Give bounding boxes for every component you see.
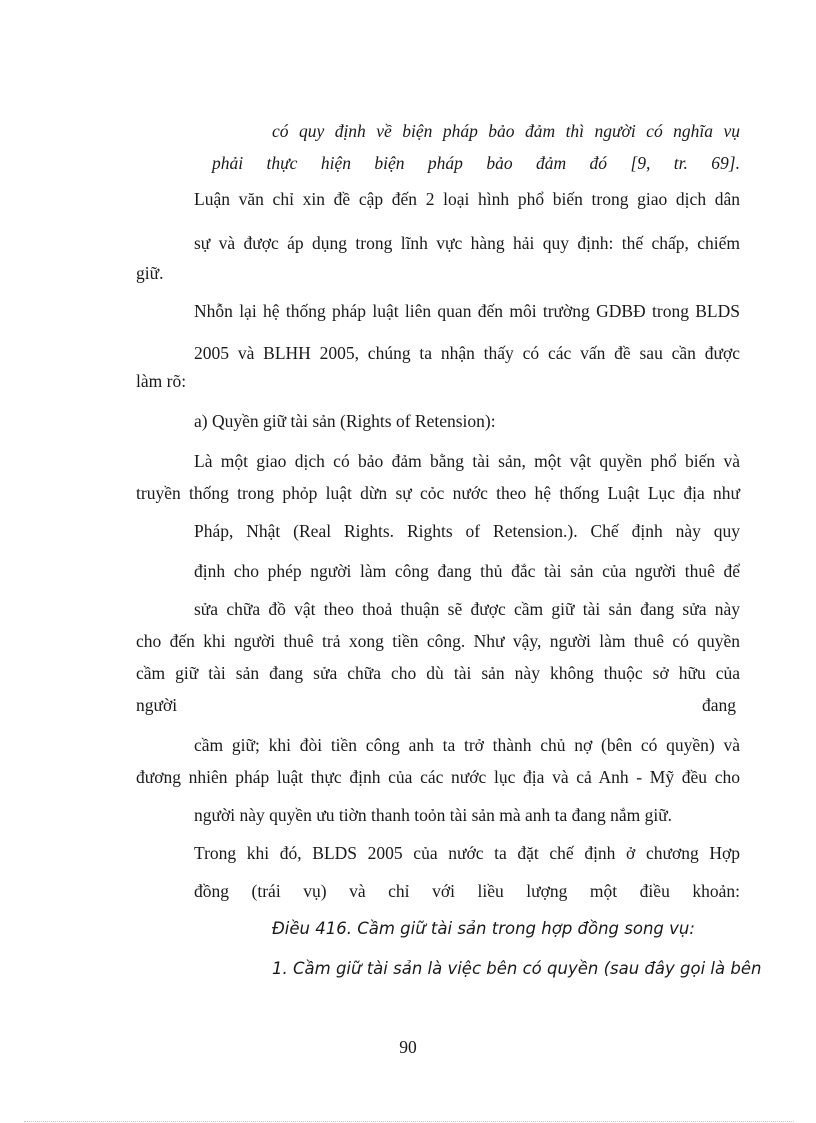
paragraph-line: 2005 và BLHH 2005, chúng ta nhận thấy có các vấn đề sau cần được (194, 343, 740, 363)
paragraph-line: người (136, 695, 178, 715)
paragraph-line: Nhỗn lại hệ thống pháp luật liên quan đến môi trường GDBĐ trong BLDS (194, 301, 740, 321)
paragraph-line: cầm giữ tài sản đang sửa chữa cho dù tài sản này không thuộc sở hữu của (136, 663, 740, 683)
article-clause: 1. Cầm giữ tài sản là việc bên có quyền (sau đây gọi là bên (272, 959, 762, 978)
paragraph-line: người này quyền ưu tiờn thanh toỏn tài sản mà anh ta đang nắm giữ. (194, 805, 673, 825)
paragraph-line: sửa chữa đồ vật theo thoả thuận sẽ được cầm giữ tài sản đang sửa này (194, 599, 740, 619)
paragraph-line: Luận văn chỉ xin đề cập đến 2 loại hình phổ biến trong giao dịch dân (194, 189, 740, 209)
paragraph-line: Pháp, Nhật (Real Rights. Rights of Retension.). Chế định này quy (194, 521, 740, 541)
paragraph-line: sự và được áp dụng trong lĩnh vực hàng hải quy định: thế chấp, chiếm (194, 233, 740, 253)
article-heading: Điều 416. Cầm giữ tài sản trong hợp đồng song vụ: (272, 919, 695, 938)
paragraph-line: truyền thống trong phỏp luật dừn sự cỏc nước theo hệ thống Luật Lục địa như (136, 483, 740, 503)
paragraph-line: cầm giữ; khi đòi tiền công anh ta trở thành chủ nợ (bên có quyền) và (194, 735, 740, 755)
paragraph-line: đồng (trái vụ) và chỉ với liều lượng một điều khoản: (194, 881, 740, 901)
paragraph-line: làm rõ: (136, 371, 187, 391)
quote-line-1: có quy định về biện pháp bảo đảm thì người có nghĩa vụ (272, 121, 740, 141)
paragraph-line: giữ. (136, 263, 164, 283)
paragraph-line: cho đến khi người thuê trả xong tiền công. Như vậy, người làm thuê có quyền (136, 631, 740, 651)
paragraph-line: Là một giao dịch có bảo đảm bằng tài sản, một vật quyền phổ biến và (194, 451, 740, 471)
page-number: 90 (399, 1037, 417, 1057)
footer-rule (24, 1121, 794, 1122)
paragraph-line: định cho phép người làm công đang thủ đắc tài sản của người thuê để (194, 561, 740, 581)
paragraph-line: đương nhiên pháp luật thực định của các nước lục địa và cả Anh - Mỹ đều cho (136, 767, 740, 787)
paragraph-line: đang (702, 695, 737, 715)
paragraph-line: Trong khi đó, BLDS 2005 của nước ta đặt chế định ở chương Hợp (194, 843, 740, 863)
section-heading: a) Quyền giữ tài sản (Rights of Retension): (194, 411, 496, 431)
quote-line-2: phải thực hiện biện pháp bảo đảm đó [9, tr. 69]. (212, 153, 740, 173)
